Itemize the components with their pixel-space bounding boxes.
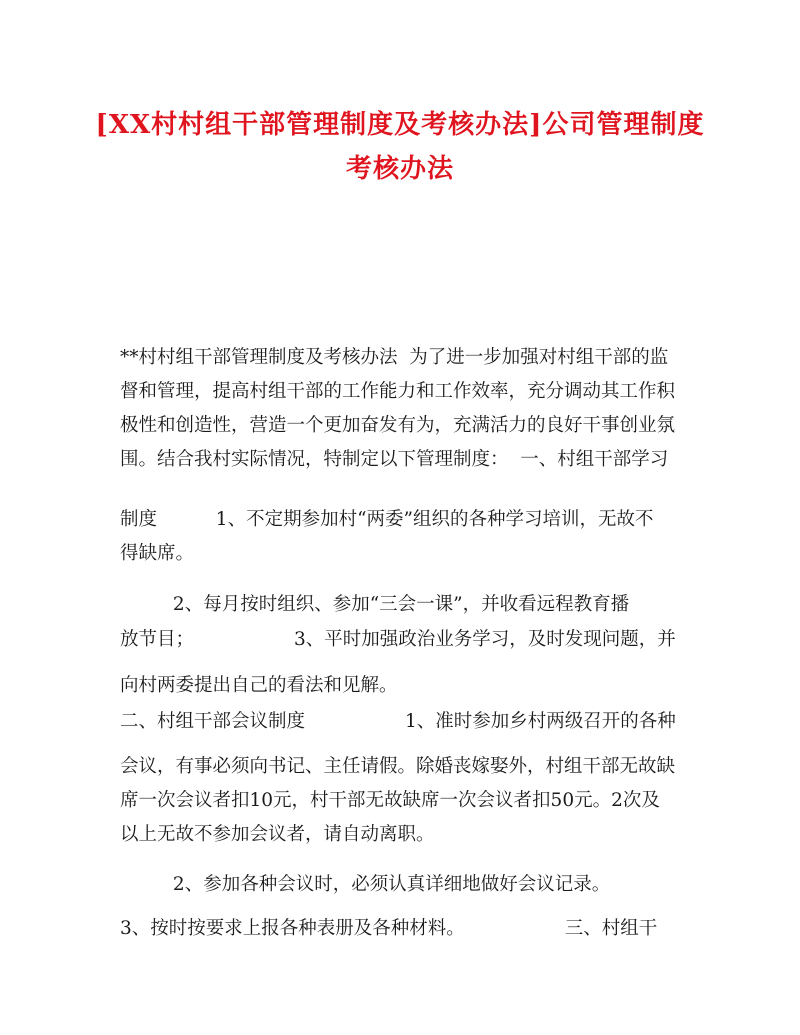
body-line-10: 二、村组干部会议制度 1、准时参加乡村两级召开的各种 xyxy=(120,711,676,732)
body-line-7: 2、每月按时组织、参加“三会一课”，并收看远程教育播 xyxy=(120,594,630,615)
body-line-5: 制度 1、不定期参加村“两委”组织的各种学习培训，无故不 xyxy=(120,509,654,530)
body-line-8: 放节目； 3、平时加强政治业务学习，及时发现问题，并 xyxy=(120,629,676,650)
body-line-1: **村村组干部管理制度及考核办法 为了进一步加强对村组干部的监 xyxy=(120,347,669,368)
body-line-15: 3、按时按要求上报各种表册及各种材料。 三、村组干 xyxy=(120,918,658,939)
body-line-11: 会议，有事必须向书记、主任请假。除婚丧嫁娶外，村组干部无故缺 xyxy=(120,756,676,777)
body-line-14: 2、参加各种会议时，必须认真详细地做好会议记录。 xyxy=(120,874,611,895)
body-line-2: 督和管理，提高村组干部的工作能力和工作效率，充分调动其工作积 xyxy=(120,381,676,402)
body-line-3: 极性和创造性，营造一个更加奋发有为，充满活力的良好干事创业氛 xyxy=(120,415,676,436)
body-line-6: 得缺席。 xyxy=(120,543,195,564)
body-line-12: 席一次会议者扣10元，村干部无故缺席一次会议者扣50元。2次及 xyxy=(120,790,660,811)
document-title-line-1: [XX村村组干部管理制度及考核办法]公司管理制度 xyxy=(95,110,705,140)
document-title-line-2: 考核办法 xyxy=(345,154,454,184)
body-line-9: 向村两委提出自己的看法和见解。 xyxy=(120,675,398,696)
body-line-13: 以上无故不参加会议者，请自动离职。 xyxy=(120,824,435,845)
body-line-4: 围。结合我村实际情况，特制定以下管理制度： 一、村组干部学习 xyxy=(120,449,669,470)
